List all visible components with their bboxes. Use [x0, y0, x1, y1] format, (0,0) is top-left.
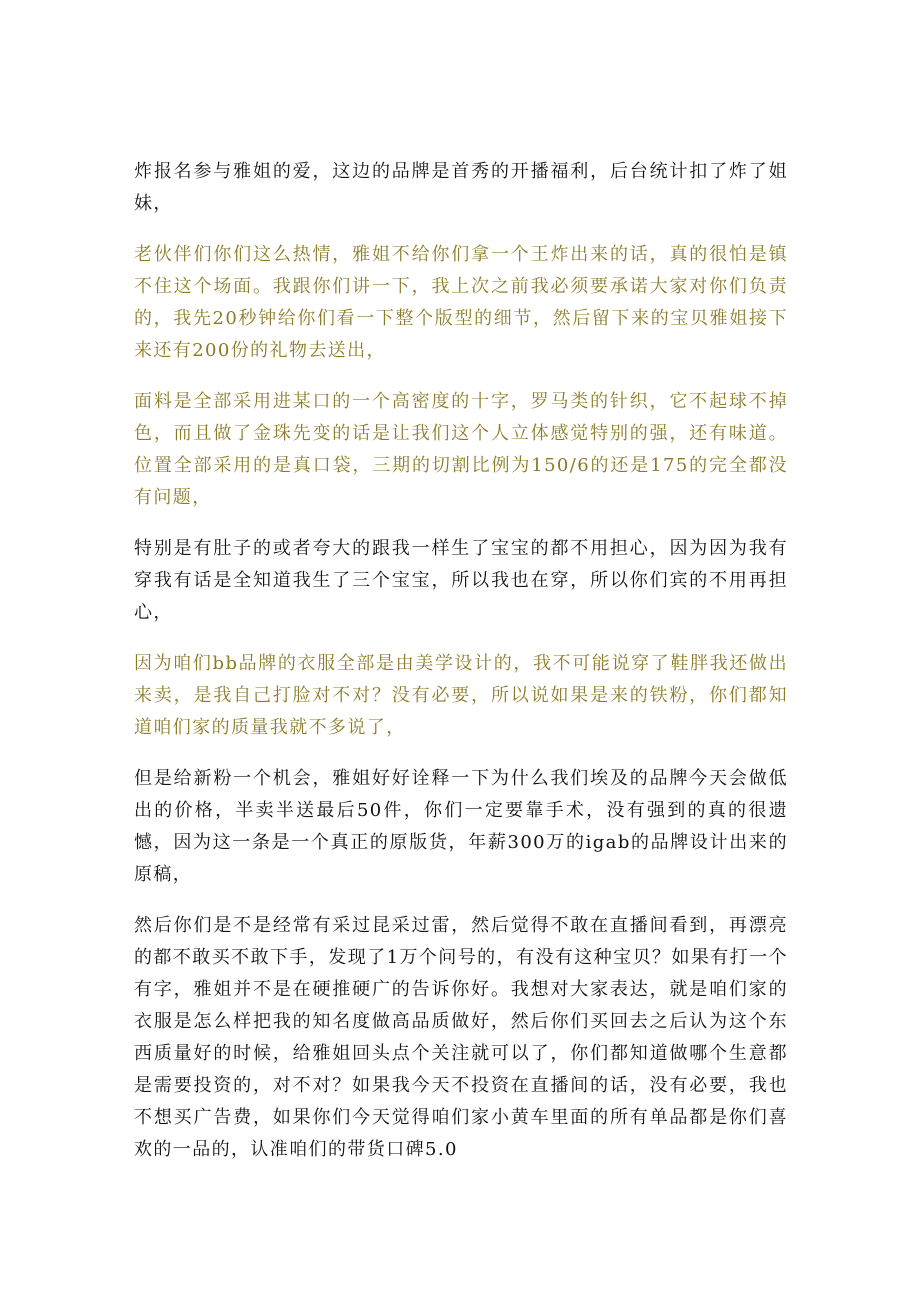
paragraph-5: 因为咱们bb品牌的衣服全部是由美学设计的，我不可能说穿了鞋胖我还做出来卖，是我自己打脸对不对？没有必要，所以说如果是来的铁粉，你们都知道咱们家的质量我就不多说了， — [134, 653, 788, 738]
paragraph-6: 但是给新粉一个机会，雅姐好好诠释一下为什么我们埃及的品牌今天会做低出的价格，半卖半送最后50件，你们一定要靠手术，没有强到的真的很遗憾，因为这一条是一个真正的原版货，年薪300万的igab的品牌设计出来的原稿， — [134, 768, 788, 885]
paragraph-7: 然后你们是不是经常有采过昆采过雷，然后觉得不敢在直播间看到，再漂亮的都不敢买不敢下手，发现了1万个问号的，有没有这种宝贝？如果有打一个有字，雅姐并不是在硬推硬广的告诉你好。我想对大家表达，就是咱们家的衣服是怎么样把我的知名度做高品质做好，然后你们买回去之后认为这个东西质量好的时候，给雅姐回头点个关注就可以了，你们都知道做哪个生意都是需要投资的，对不对？如果我今天不投资在直播间的话，没有必要，我也不想买广告费，如果你们今天觉得咱们家小黄车里面的所有单品都是你们喜欢的一品的，认准咱们的带货口碑5.0 — [134, 915, 788, 1160]
document-body — [134, 156, 788, 1185]
paragraph-3: 面料是全部采用进某口的一个高密度的十字，罗马类的针织，它不起球不掉色，而且做了金珠先变的话是让我们这个人立体感觉特别的强，还有味道。位置全部采用的是真口袋，三期的切割比例为150/6的还是175的完全都没有问题， — [134, 391, 788, 508]
paragraph-4: 特别是有肚子的或者夸大的跟我一样生了宝宝的都不用担心，因为因为我有穿我有话是全知道我生了三个宝宝，所以我也在穿，所以你们宾的不用再担心， — [134, 538, 788, 623]
paragraph-1: 炸报名参与雅姐的爱，这边的品牌是首秀的开播福利，后台统计扣了炸了姐妹， — [134, 161, 788, 214]
paragraph-2: 老伙伴们你们这么热情，雅姐不给你们拿一个王炸出来的话，真的很怕是镇不住这个场面。我跟你们讲一下，我上次之前我必须要承诺大家对你们负责的，我先20秒钟给你们看一下整个版型的细节，然后留下来的宝贝雅姐接下来还有200份的礼物去送出， — [134, 244, 788, 361]
